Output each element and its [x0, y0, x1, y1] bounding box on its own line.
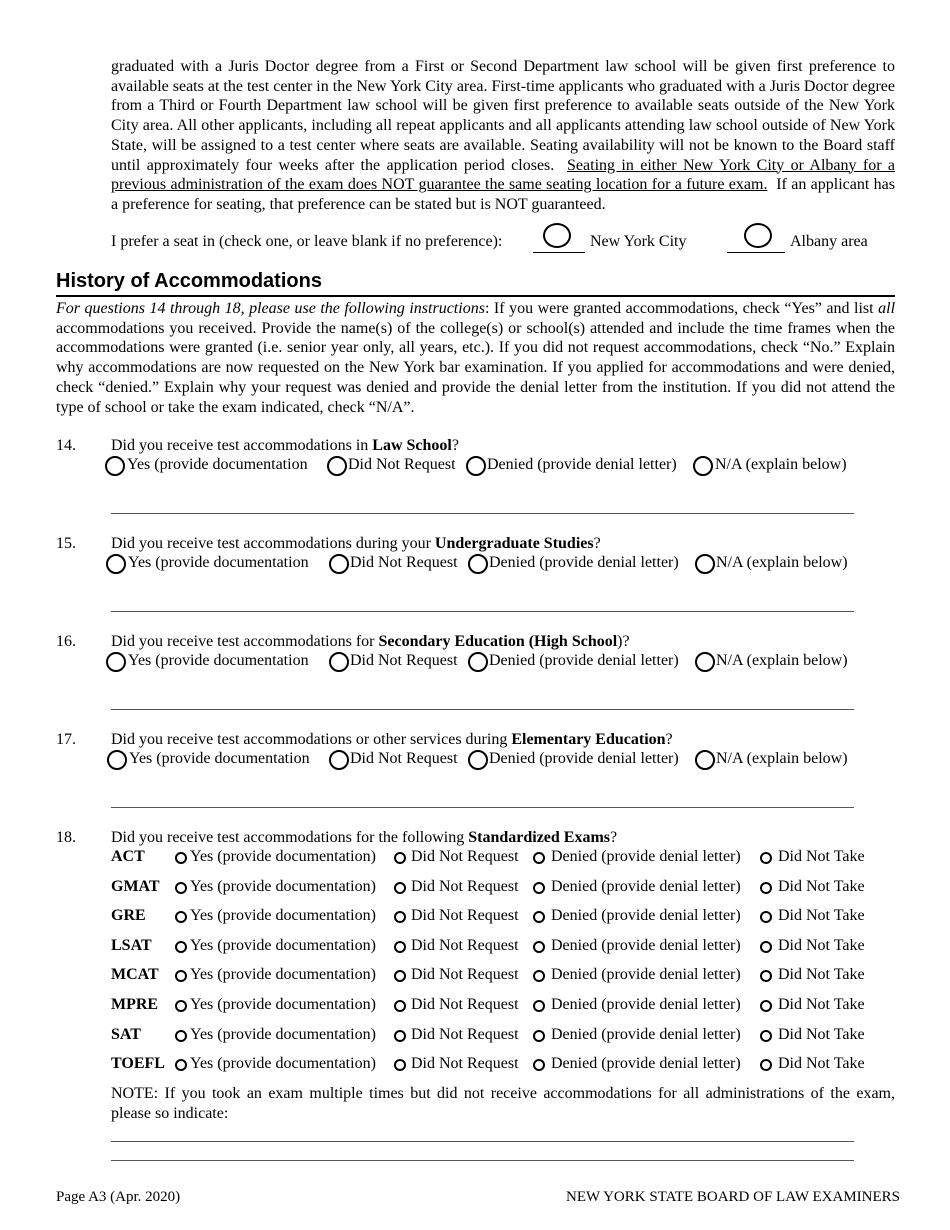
q16-number: 16.: [56, 633, 76, 650]
exam-act-denied-radio[interactable]: [533, 852, 545, 864]
exam-mpre-no-radio[interactable]: [394, 1000, 406, 1012]
intro-underlined-text: Seating in either New York City or Albany for a previous administration of the exam does NOT guarantee the same seating location for a future exam.: [111, 156, 896, 194]
q17-na-radio[interactable]: [695, 750, 715, 770]
exam-act-not-take-label: Did Not Take: [778, 848, 865, 865]
exam-act-yes-radio[interactable]: [175, 852, 187, 864]
exam-mpre-no-label: Did Not Request: [411, 996, 519, 1013]
exam-gmat-denied-radio[interactable]: [533, 882, 545, 894]
q15-yes-label: Yes (provide documentation: [128, 554, 309, 571]
q17-denied-label: Denied (provide denial letter): [489, 750, 679, 767]
exam-toefl-yes-radio[interactable]: [175, 1059, 187, 1071]
q17-explain-line[interactable]: [111, 807, 854, 808]
exam-lsat-denied-radio[interactable]: [533, 941, 545, 953]
exam-mcat-yes-radio[interactable]: [175, 970, 187, 982]
exam-gmat-denied-label: Denied (provide denial letter): [551, 878, 741, 895]
note-paragraph: NOTE: If you took an exam multiple times but did not receive accommodations for all administrations of the exam, please so indicate:: [111, 1085, 895, 1122]
exam-gre-yes-label: Yes (provide documentation): [190, 907, 376, 924]
q17-no-radio[interactable]: [329, 750, 349, 770]
q17-na-label: N/A (explain below): [716, 750, 848, 767]
exam-act-no-label: Did Not Request: [411, 848, 519, 865]
exam-sat-not-take-label: Did Not Take: [778, 1026, 865, 1043]
exam-mpre-label: MPRE: [111, 996, 159, 1013]
q15-na-radio[interactable]: [695, 554, 715, 574]
seat-nyc-label: New York City: [590, 233, 687, 250]
exam-gmat-no-radio[interactable]: [394, 882, 406, 894]
q16-na-label: N/A (explain below): [716, 652, 848, 669]
exam-mpre-yes-label: Yes (provide documentation): [190, 996, 376, 1013]
instructions-all: all: [878, 300, 896, 317]
q16-yes-label: Yes (provide documentation: [128, 652, 309, 669]
section-title: History of Accommodations: [56, 270, 322, 292]
seat-albany-radio[interactable]: [744, 223, 772, 248]
q15-no-label: Did Not Request: [350, 554, 458, 571]
exam-gmat-label: GMAT: [111, 878, 160, 895]
exam-toefl-no-label: Did Not Request: [411, 1055, 519, 1072]
q16-explain-line[interactable]: [111, 709, 854, 710]
instructions-paragraph: [56, 299, 895, 417]
exam-sat-yes-radio[interactable]: [175, 1030, 187, 1042]
q15-na-label: N/A (explain below): [716, 554, 848, 571]
exam-gre-yes-radio[interactable]: [175, 911, 187, 923]
seat-nyc-radio[interactable]: [543, 223, 571, 248]
q14-yes-label: Yes (provide documentation: [127, 456, 308, 473]
exam-sat-denied-label: Denied (provide denial letter): [551, 1026, 741, 1043]
q15-no-radio[interactable]: [329, 554, 349, 574]
q14-na-radio[interactable]: [693, 456, 713, 476]
exam-gre-no-radio[interactable]: [394, 911, 406, 923]
q15-number: 15.: [56, 535, 76, 552]
q17-yes-radio[interactable]: [107, 750, 127, 770]
footer-board-name: NEW YORK STATE BOARD OF LAW EXAMINERS: [566, 1189, 900, 1205]
exam-act-not-take-radio[interactable]: [760, 852, 772, 864]
exam-gmat-not-take-label: Did Not Take: [778, 878, 865, 895]
exam-gre-denied-radio[interactable]: [533, 911, 545, 923]
instructions-text-b: accommodations you received. Provide the name(s) of the college(s) or school(s) attended and include the time frames when the accommodations were granted (i.e. senior year only, all years, etc.). If you did not request accommodations, check “No.” Explain why accommodations are now requested on the New York bar examination. If you applied for accommodations and were denied, check “denied.” Explain why your request was denied and provide the denial letter from the institution. If you did not attend the type of school or take the exam indicated, check “N/A”.: [56, 319, 895, 416]
exam-mpre-not-take-label: Did Not Take: [778, 996, 865, 1013]
q16-na-radio[interactable]: [695, 652, 715, 672]
q17-no-label: Did Not Request: [350, 750, 458, 767]
q14-yes-radio[interactable]: [105, 456, 125, 476]
intro-text-2: If an applicant has a preference for seating, that preference can be stated but is NOT guaranteed.: [111, 176, 896, 213]
q17-denied-radio[interactable]: [468, 750, 488, 770]
q16-text: Did you receive test accommodations for Secondary Education (High School)?: [111, 633, 630, 650]
exam-mcat-denied-label: Denied (provide denial letter): [551, 966, 741, 983]
q15-denied-label: Denied (provide denial letter): [489, 554, 679, 571]
q14-no-label: Did Not Request: [348, 456, 456, 473]
exam-mpre-not-take-radio[interactable]: [760, 1000, 772, 1012]
exam-sat-no-label: Did Not Request: [411, 1026, 519, 1043]
exam-mcat-yes-label: Yes (provide documentation): [190, 966, 376, 983]
q17-number: 17.: [56, 731, 76, 748]
q15-explain-line[interactable]: [111, 611, 854, 612]
seat-albany-label: Albany area: [790, 233, 868, 250]
exam-sat-yes-label: Yes (provide documentation): [190, 1026, 376, 1043]
intro-text: graduated with a Juris Doctor degree from a First or Second Department law school will be given first preference to available seats at the test center in the New York City area. First-time applicants who graduated with a Juris Doctor degree from a Third or Fourth Department law school will be given first preference to available seats outside of the New York City area. All other applicants, including all repeat applicants and all applicants attending law school outside of New York State, will be assigned to a test center where seats are available. Seating availability will not be known to the Board staff until approximately four weeks after the application period closes.: [111, 58, 895, 174]
exam-mcat-denied-radio[interactable]: [533, 970, 545, 982]
exam-gmat-not-take-radio[interactable]: [760, 882, 772, 894]
exam-mpre-denied-radio[interactable]: [533, 1000, 545, 1012]
exam-toefl-yes-label: Yes (provide documentation): [190, 1055, 376, 1072]
exam-sat-no-radio[interactable]: [394, 1030, 406, 1042]
q16-yes-radio[interactable]: [106, 652, 126, 672]
exam-mcat-label: MCAT: [111, 966, 159, 983]
seat-albany-underline: [727, 252, 785, 253]
exam-gre-not-take-label: Did Not Take: [778, 907, 865, 924]
exam-mpre-yes-radio[interactable]: [175, 1000, 187, 1012]
exam-toefl-denied-radio[interactable]: [533, 1059, 545, 1071]
instructions-italic: For questions 14 through 18, please use the following instructions: [56, 300, 485, 317]
q16-denied-radio[interactable]: [468, 652, 488, 672]
exam-toefl-not-take-label: Did Not Take: [778, 1055, 865, 1072]
q17-text: Did you receive test accommodations or other services during Elementary Education?: [111, 731, 673, 748]
q14-number: 14.: [56, 437, 76, 454]
exam-act-denied-label: Denied (provide denial letter): [551, 848, 741, 865]
exam-mcat-no-label: Did Not Request: [411, 966, 519, 983]
exam-sat-not-take-radio[interactable]: [760, 1030, 772, 1042]
intro-paragraph: [111, 57, 895, 215]
exam-gre-label: GRE: [111, 907, 146, 924]
exam-act-no-radio[interactable]: [394, 852, 406, 864]
exam-sat-denied-radio[interactable]: [533, 1030, 545, 1042]
exam-act-yes-label: Yes (provide documentation): [190, 848, 376, 865]
q14-text: Did you receive test accommodations in Law School?: [111, 437, 459, 454]
q14-na-label: N/A (explain below): [715, 456, 847, 473]
exam-toefl-not-take-radio[interactable]: [760, 1059, 772, 1071]
q14-explain-line[interactable]: [111, 513, 854, 514]
exam-sat-label: SAT: [111, 1026, 141, 1043]
section-rule: [56, 295, 895, 297]
exam-lsat-label: LSAT: [111, 937, 152, 954]
instructions-text-a: : If you were granted accommodations, check “Yes” and list: [484, 300, 879, 317]
exam-gre-not-take-radio[interactable]: [760, 911, 772, 923]
exam-mcat-not-take-radio[interactable]: [760, 970, 772, 982]
exam-act-label: ACT: [111, 848, 145, 865]
q14-denied-radio[interactable]: [466, 456, 486, 476]
q14-no-radio[interactable]: [327, 456, 347, 476]
q18-text: Did you receive test accommodations for the following Standardized Exams?: [111, 829, 618, 846]
exam-gmat-yes-label: Yes (provide documentation): [190, 878, 376, 895]
footer-page-label: Page A3 (Apr. 2020): [56, 1189, 181, 1205]
q16-denied-label: Denied (provide denial letter): [489, 652, 679, 669]
note-line-2[interactable]: [111, 1160, 854, 1161]
q15-yes-radio[interactable]: [106, 554, 126, 574]
seat-nyc-underline: [533, 252, 585, 253]
q16-no-label: Did Not Request: [350, 652, 458, 669]
q15-text: Did you receive test accommodations during your Undergraduate Studies?: [111, 535, 601, 552]
exam-lsat-denied-label: Denied (provide denial letter): [551, 937, 741, 954]
exam-toefl-denied-label: Denied (provide denial letter): [551, 1055, 741, 1072]
exam-lsat-no-label: Did Not Request: [411, 937, 519, 954]
exam-lsat-yes-radio[interactable]: [175, 941, 187, 953]
note-line-1[interactable]: [111, 1141, 854, 1142]
exam-mcat-no-radio[interactable]: [394, 970, 406, 982]
exam-toefl-no-radio[interactable]: [394, 1059, 406, 1071]
exam-gre-no-label: Did Not Request: [411, 907, 519, 924]
exam-lsat-no-radio[interactable]: [394, 941, 406, 953]
exam-toefl-label: TOEFL: [111, 1055, 165, 1072]
exam-mpre-denied-label: Denied (provide denial letter): [551, 996, 741, 1013]
q17-yes-label: Yes (provide documentation: [129, 750, 310, 767]
exam-gmat-yes-radio[interactable]: [175, 882, 187, 894]
q16-no-radio[interactable]: [329, 652, 349, 672]
exam-lsat-not-take-radio[interactable]: [760, 941, 772, 953]
q15-denied-radio[interactable]: [468, 554, 488, 574]
q18-number: 18.: [56, 829, 76, 846]
exam-gre-denied-label: Denied (provide denial letter): [551, 907, 741, 924]
q14-denied-label: Denied (provide denial letter): [487, 456, 677, 473]
exam-lsat-not-take-label: Did Not Take: [778, 937, 865, 954]
exam-gmat-no-label: Did Not Request: [411, 878, 519, 895]
exam-mcat-not-take-label: Did Not Take: [778, 966, 865, 983]
exam-lsat-yes-label: Yes (provide documentation): [190, 937, 376, 954]
seat-pref-label: I prefer a seat in (check one, or leave blank if no preference):: [111, 233, 503, 250]
